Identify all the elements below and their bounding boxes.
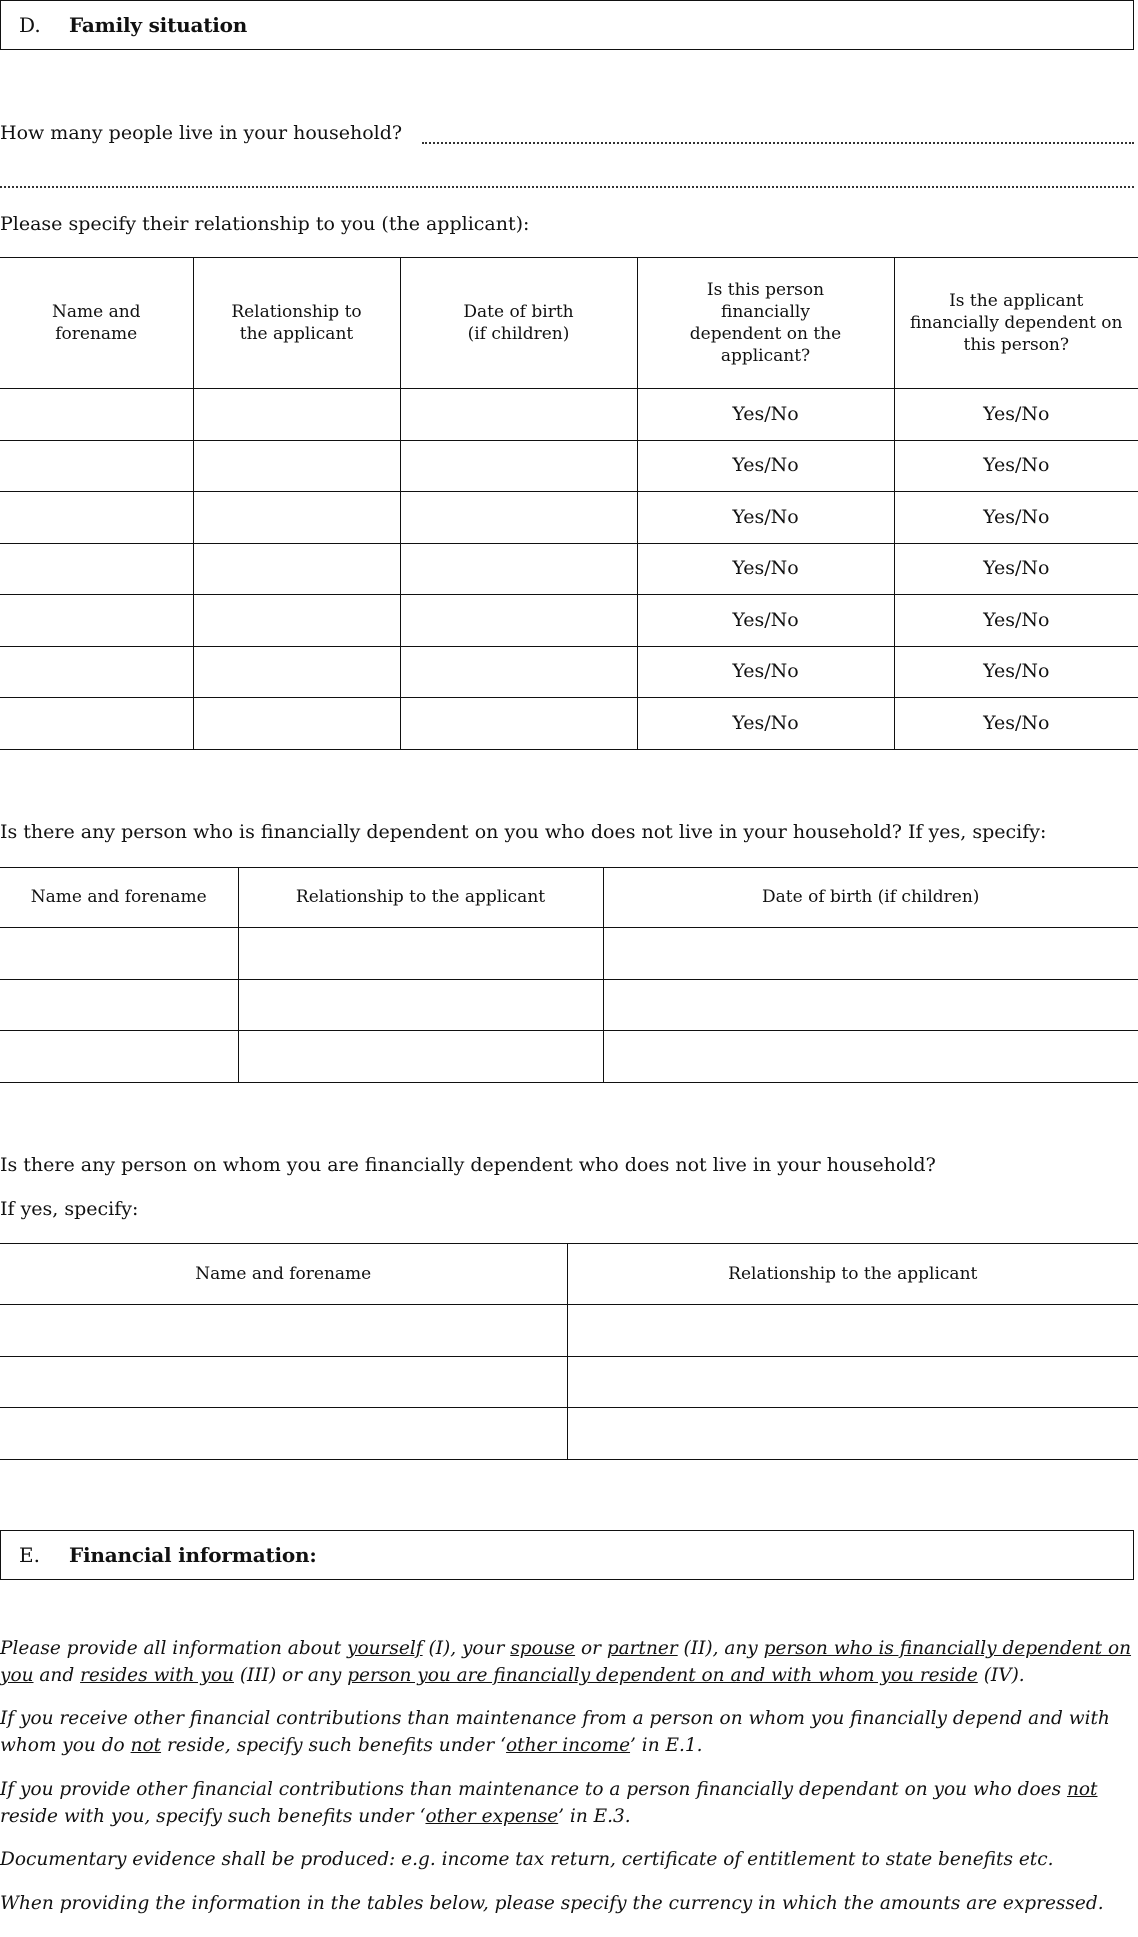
dob-cell[interactable]: [400, 440, 637, 492]
applicant-dependent-choice[interactable]: Yes/No: [894, 389, 1138, 441]
para-currency: When providing the information in the tables below, please specify the currency in which the amounts are expressed.: [0, 1893, 1104, 1914]
dependent-table: [0, 867, 1138, 1083]
table-row: [0, 646, 1138, 698]
header-relationship: Relationship to the applicant: [193, 258, 400, 389]
dependent-question: Is there any person who is financially dependent on you who does not live in your household? If yes, specify:: [0, 821, 1047, 843]
relationship-cell[interactable]: [193, 646, 400, 698]
applicant-dependent-choice[interactable]: Yes/No: [894, 492, 1138, 544]
name-cell[interactable]: [0, 1305, 567, 1357]
relationship-cell[interactable]: [238, 1031, 603, 1083]
header-dob: Date of birth (if children): [603, 868, 1138, 928]
dob-cell[interactable]: [400, 543, 637, 595]
dependent-on-applicant-choice[interactable]: Yes/No: [637, 698, 894, 750]
dob-cell[interactable]: [603, 928, 1138, 980]
dob-cell[interactable]: [400, 698, 637, 750]
applicant-dependent-choice[interactable]: Yes/No: [894, 698, 1138, 750]
section-d-title: Family situation: [69, 13, 248, 37]
section-e-letter: E.: [19, 1543, 40, 1567]
name-cell[interactable]: [0, 543, 193, 595]
table-row: [0, 389, 1138, 441]
name-cell[interactable]: [0, 1408, 567, 1460]
provider-table: [0, 1243, 1138, 1460]
name-cell[interactable]: [0, 389, 193, 441]
table-row: [0, 1305, 1138, 1357]
applicant-dependent-choice[interactable]: Yes/No: [894, 646, 1138, 698]
table-row: [0, 928, 1138, 980]
header-name: Name and forename: [0, 258, 193, 389]
relationship-prompt: Please specify their relationship to you (the applicant):: [0, 213, 530, 235]
section-d-header: [0, 0, 1134, 50]
name-cell[interactable]: [0, 492, 193, 544]
table-row: [0, 1031, 1138, 1083]
name-cell[interactable]: [0, 1356, 567, 1408]
header-name: Name and forename: [0, 1244, 567, 1305]
dependent-on-applicant-choice[interactable]: Yes/No: [637, 440, 894, 492]
table-row: [0, 595, 1138, 647]
section-d-letter: D.: [19, 13, 41, 37]
table-row: [0, 1356, 1138, 1408]
relationship-cell[interactable]: [567, 1408, 1138, 1460]
dependent-on-applicant-choice[interactable]: Yes/No: [637, 389, 894, 441]
header-dependent-on-applicant: Is this person financially dependent on the applicant?: [637, 258, 894, 389]
name-cell[interactable]: [0, 440, 193, 492]
dob-cell[interactable]: [603, 1031, 1138, 1083]
applicant-dependent-choice[interactable]: Yes/No: [894, 595, 1138, 647]
para-documentary-evidence: Documentary evidence shall be produced: e.g. income tax return, certificate of entitlement to state benefits etc.: [0, 1849, 1054, 1870]
table-row: [0, 543, 1138, 595]
relationship-cell[interactable]: [567, 1305, 1138, 1357]
table-row: [0, 440, 1138, 492]
applicant-dependent-choice[interactable]: Yes/No: [894, 440, 1138, 492]
household-answer-line-2[interactable]: [0, 186, 1134, 188]
header-applicant-dependent: Is the applicant financially dependent on this person?: [894, 258, 1138, 389]
name-cell[interactable]: [0, 646, 193, 698]
dependent-on-applicant-choice[interactable]: Yes/No: [637, 492, 894, 544]
household-question: How many people live in your household?: [0, 122, 403, 144]
section-e-header: [0, 1530, 1134, 1580]
name-cell[interactable]: [0, 979, 238, 1031]
dependent-on-applicant-choice[interactable]: Yes/No: [637, 543, 894, 595]
provider-question-line2: If yes, specify:: [0, 1198, 139, 1220]
relationship-cell[interactable]: [567, 1356, 1138, 1408]
relationship-cell[interactable]: [238, 928, 603, 980]
table-header-row: [0, 258, 1138, 389]
name-cell[interactable]: [0, 1031, 238, 1083]
household-table: [0, 257, 1138, 750]
header-relationship: Relationship to the applicant: [238, 868, 603, 928]
dob-cell[interactable]: [603, 979, 1138, 1031]
provider-question-line1: Is there any person on whom you are financially dependent who does not live in your household?: [0, 1154, 936, 1176]
table-header-row: [0, 1244, 1138, 1305]
relationship-cell[interactable]: [193, 543, 400, 595]
relationship-cell[interactable]: [193, 595, 400, 647]
relationship-cell[interactable]: [193, 440, 400, 492]
relationship-cell[interactable]: [193, 492, 400, 544]
section-e-title: Financial information:: [69, 1543, 317, 1567]
relationship-cell[interactable]: [238, 979, 603, 1031]
header-relationship: Relationship to the applicant: [567, 1244, 1138, 1305]
para-other-income: If you receive other financial contributions than maintenance from a person on whom you financially depend and with whom you do not reside, specify such benefits under ‘other income’ in E.1.: [0, 1708, 1110, 1756]
dob-cell[interactable]: [400, 492, 637, 544]
name-cell[interactable]: [0, 698, 193, 750]
name-cell[interactable]: [0, 595, 193, 647]
header-name: Name and forename: [0, 868, 238, 928]
dob-cell[interactable]: [400, 646, 637, 698]
dob-cell[interactable]: [400, 595, 637, 647]
para-other-expense: If you provide other financial contributions than maintenance to a person financially dependant on you who does not reside with you, specify such benefits under ‘other expense’ in E.3.: [0, 1779, 1098, 1827]
table-row: [0, 1408, 1138, 1460]
table-row: [0, 492, 1138, 544]
dependent-on-applicant-choice[interactable]: Yes/No: [637, 646, 894, 698]
para-scope: Please provide all information about yourself (I), your spouse or partner (II), any person who is financially dependent on you and resides with you (III) or any person you are financially dependent on and with whom you reside (IV).: [0, 1638, 1132, 1686]
name-cell[interactable]: [0, 928, 238, 980]
dob-cell[interactable]: [400, 389, 637, 441]
table-header-row: [0, 868, 1138, 928]
relationship-cell[interactable]: [193, 389, 400, 441]
header-dob: Date of birth (if children): [400, 258, 637, 389]
household-answer-line[interactable]: [422, 142, 1134, 144]
applicant-dependent-choice[interactable]: Yes/No: [894, 543, 1138, 595]
table-row: [0, 698, 1138, 750]
relationship-cell[interactable]: [193, 698, 400, 750]
dependent-on-applicant-choice[interactable]: Yes/No: [637, 595, 894, 647]
table-row: [0, 979, 1138, 1031]
